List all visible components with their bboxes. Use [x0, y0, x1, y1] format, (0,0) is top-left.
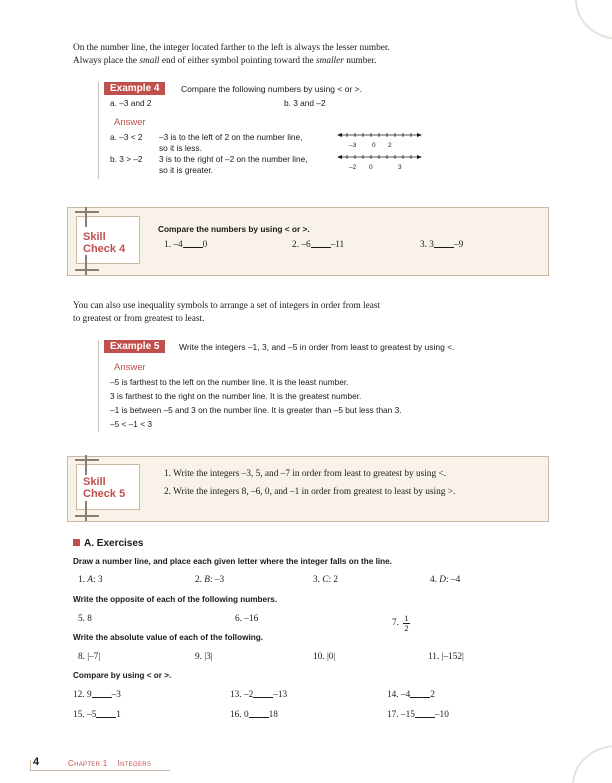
example-4-answer-a-expl-2: so it is less.	[159, 143, 202, 153]
page-number: 4	[33, 756, 40, 768]
skill-check-4-q1-blank[interactable]	[183, 240, 203, 248]
example-5-label: Example 5	[104, 340, 165, 353]
skill-check-4-q3-blank[interactable]	[434, 240, 454, 248]
footer-underline	[30, 770, 170, 771]
example-4-part-a: a. –3 and 2	[110, 98, 152, 108]
intro-line-2: Always place the small end of either symbol pointing toward the smaller number.	[73, 55, 377, 66]
corner-arc-top	[575, 0, 612, 40]
exercise-16-blank[interactable]	[249, 710, 269, 718]
number-line-1-label-c: 2	[388, 142, 392, 149]
exercises-instruction-2: Write the opposite of each of the following numbers.	[73, 595, 278, 604]
skill-check-4-word-1: Skill	[83, 231, 106, 243]
skill-check-4-q1: 1. –4 0	[164, 240, 208, 250]
exercise-16: 16. 0 18	[230, 710, 278, 720]
skill-check-4-q2: 2. –6 –11	[292, 240, 345, 250]
exercise-12: 12. 9 –3	[73, 690, 121, 700]
example-5-answer-line-4: –5 < –1 < 3	[110, 419, 152, 429]
skill-check-5-deco-v1	[85, 455, 87, 475]
example-4-answer-heading: Answer	[114, 117, 146, 128]
exercise-14: 14. –4 2	[387, 690, 435, 700]
skill-check-5-tab	[76, 464, 140, 510]
skill-check-5-deco	[75, 459, 99, 461]
exercise-4: 4. D: –4	[430, 575, 461, 585]
exercises-instruction-3: Write the absolute value of each of the following.	[73, 633, 263, 642]
skill-check-5-deco-v2	[85, 501, 87, 521]
exercise-1: 1. A: 3	[78, 575, 103, 585]
exercise-6: 6. –16	[235, 614, 259, 624]
exercise-13-blank[interactable]	[253, 690, 273, 698]
footer-tick	[30, 760, 31, 771]
example-5-answer-heading: Answer	[114, 362, 146, 373]
exercise-7: 7. $\frac{1}{2}$	[392, 613, 409, 633]
example-4-answer-a-lead: a. –3 < 2	[110, 132, 143, 142]
exercise-3: 3. C: 2	[313, 575, 339, 585]
example-5-answer-line-1: –5 is farthest to the left on the number line. It is the least number.	[110, 377, 349, 387]
inequality-intro-line-1: You can also use inequality symbols to arrange a set of integers in order from least	[73, 301, 381, 311]
example-5-answer-line-2: 3 is farthest to the right on the number line. It is the greatest number.	[110, 391, 362, 401]
example-4-box	[98, 82, 548, 179]
exercises-title: A. Exercises	[73, 538, 144, 549]
example-4-answer-b-lead: b. 3 > –2	[110, 154, 143, 164]
number-line-1	[337, 130, 422, 140]
footer-chapter: Chapter 1 Integers	[68, 759, 152, 768]
corner-arc-bottom	[572, 745, 612, 783]
number-line-2	[337, 152, 422, 162]
skill-check-4-deco-v1	[85, 207, 87, 227]
exercises-instruction-4: Compare by using < or >.	[73, 671, 172, 680]
exercise-17-blank[interactable]	[415, 710, 435, 718]
exercise-15: 15. –5 1	[73, 710, 121, 720]
exercise-2: 2. B: –3	[195, 575, 225, 585]
fraction-one-half: $\frac{1}{2}$	[404, 613, 409, 633]
number-line-2-label-a: –2	[349, 164, 357, 171]
skill-check-5-word-2: Check 5	[83, 488, 126, 500]
inequality-intro-paragraph	[73, 300, 380, 325]
example-5-prompt: Write the integers –1, 3, and –5 in order from least to greatest by using <.	[179, 342, 455, 352]
example-4-label: Example 4	[104, 82, 165, 95]
exercise-13: 13. –2 –13	[230, 690, 288, 700]
skill-check-4-deco-h2	[75, 269, 99, 271]
example-4-answer-a-expl-1: –3 is to the left of 2 on the number line,	[159, 132, 303, 142]
exercise-12-blank[interactable]	[92, 690, 112, 698]
example-4-answer-b-expl-1: 3 is to the right of –2 on the number line,	[159, 154, 308, 164]
exercises-instruction-1: Draw a number line, and place each given letter where the integer falls on the line.	[73, 557, 392, 566]
example-5-box	[98, 340, 548, 432]
exercise-14-blank[interactable]	[410, 690, 430, 698]
example-4-part-b: b. 3 and –2	[284, 98, 326, 108]
inequality-intro-line-2: to greatest or from greatest to least.	[73, 313, 205, 324]
skill-check-5-box	[67, 456, 549, 522]
skill-check-4-deco-v2	[85, 255, 87, 275]
exercise-17: 17. –15 –10	[387, 710, 449, 720]
exercise-10: 10. |0|	[313, 652, 336, 662]
skill-check-5-deco-h2	[75, 515, 99, 517]
exercise-15-blank[interactable]	[96, 710, 116, 718]
example-4-prompt: Compare the following numbers by using < or >.	[181, 84, 362, 94]
section-square-icon	[73, 539, 80, 546]
skill-check-5-word-1: Skill	[83, 476, 106, 488]
example-4-answer-b-expl-2: so it is greater.	[159, 165, 213, 175]
example-5-answer-line-3: –1 is between –5 and 3 on the number line. It is greater than –5 but less than 3.	[110, 405, 402, 415]
skill-check-5-q2: 2. Write the integers 8, –6, 0, and –1 in order from greatest to least by using >.	[164, 487, 456, 497]
exercise-5: 5. 8	[78, 614, 92, 624]
number-line-1-label-b: 0	[372, 142, 376, 149]
skill-check-4-box	[67, 207, 549, 276]
skill-check-4-q3: 3. 3 –9	[420, 240, 464, 250]
number-line-2-label-c: 3	[398, 164, 402, 171]
skill-check-4-deco	[75, 211, 99, 213]
number-line-1-label-a: –3	[349, 142, 357, 149]
number-line-2-label-b: 0	[369, 164, 373, 171]
skill-check-4-prompt: Compare the numbers by using < or >.	[158, 224, 310, 234]
exercise-8: 8. |–7|	[78, 652, 101, 662]
skill-check-5-q1: 1. Write the integers –3, 5, and –7 in order from least to greatest by using <.	[164, 469, 446, 479]
skill-check-4-word-2: Check 4	[83, 243, 126, 255]
intro-paragraph	[73, 42, 543, 67]
skill-check-4-q2-blank[interactable]	[311, 240, 331, 248]
exercise-11: 11. |–152|	[428, 652, 464, 662]
exercise-9: 9. |3|	[195, 652, 213, 662]
skill-check-4-tab	[76, 216, 140, 264]
intro-line-1: On the number line, the integer located farther to the left is always the lesser number.	[73, 43, 390, 53]
